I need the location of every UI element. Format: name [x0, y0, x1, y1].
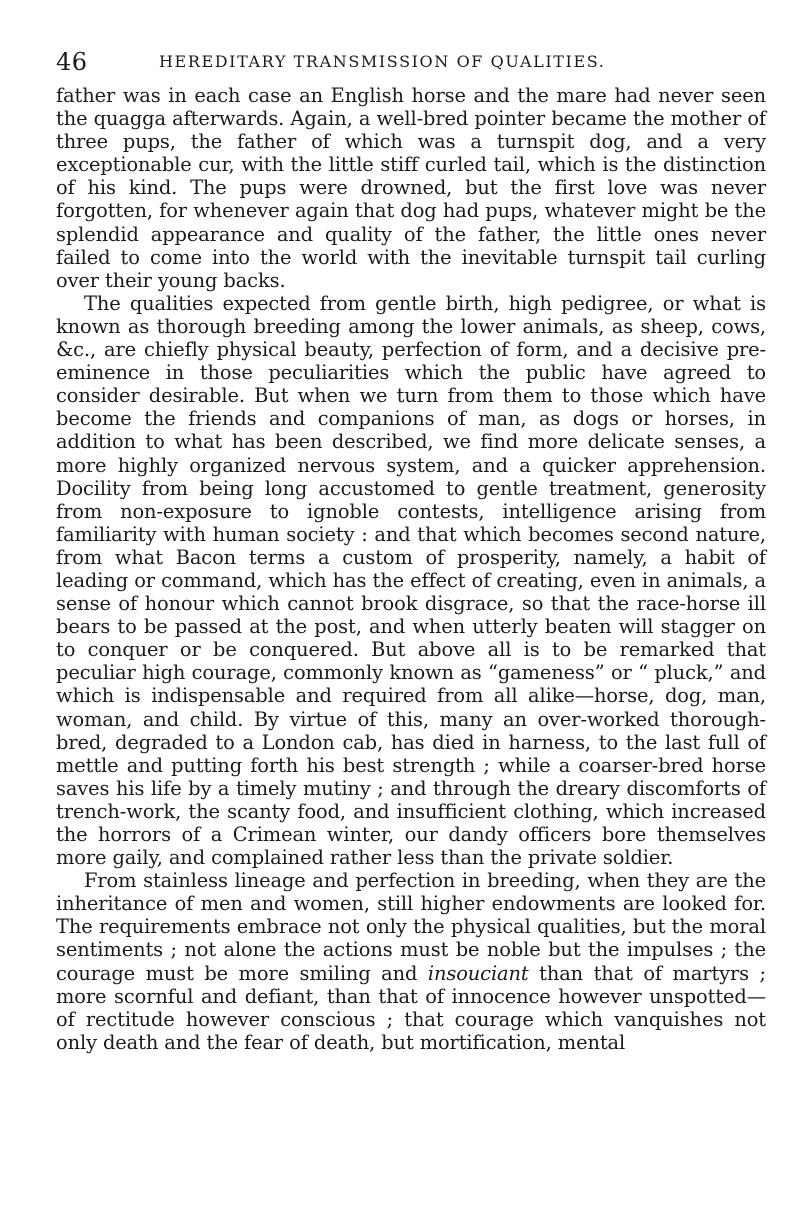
paragraph-lineage — [56, 869, 766, 1054]
running-head — [56, 44, 766, 78]
page-number: 46 — [56, 48, 88, 76]
book-page — [56, 44, 766, 1054]
running-title: HEREDITARY TRANSMISSION OF QUALITIES. — [159, 52, 606, 71]
italic-word: insouciant — [427, 961, 529, 985]
paragraph-lineage-text-b: than that of martyrs ; more scornful and defiant, than that of innocence however unspotted—of rectitude however conscious ; that courage which vanquishes not only death and the fear of death, but mortification, mental — [56, 961, 766, 1054]
paragraph-lineage-text-a: From stainless lineage and perfection in breeding, when they are the inheritance of men and women, still higher endowments are looked for. The requirements embrace not only the physical qualities, but the moral sentiments ; not alone the actions must be noble but the impulses ; the courage must be more smiling and — [56, 869, 766, 985]
paragraph-continued: father was in each case an English horse and the mare had never seen the quagga afterwards. Again, a well-bred pointer became the mother of three pups, the father of which was a turnspit dog, and a very exceptionable cur, with the little stiff curled tail, which is the distinction of his kind. The pups were drowned, but the first love was never forgotten, for whenever again that dog had pups, whatever might be the splendid appearance and quality of the father, the little ones never failed to come into the world with the inevitable turnspit tail curling over their young backs. — [56, 84, 766, 292]
body-text — [56, 84, 766, 1054]
paragraph-qualities: The qualities expected from gentle birth, high pedigree, or what is known as thorough breeding among the lower animals, as sheep, cows, &c., are chiefly physical beauty, perfection of form, and a decisive pre-eminence in those peculiarities which the public have agreed to consider desirable. But when we turn from them to those which have become the friends and companions of man, as dogs or horses, in addition to what has been described, we find more delicate senses, a more highly organized nervous system, and a quicker apprehension. Docility from being long accustomed to gentle treatment, generosity from non-exposure to ignoble contests, intelligence arising from familiarity with human society : and that which becomes second nature, from what Bacon terms a custom of prosperity, namely, a habit of leading or command, which has the effect of creating, even in animals, a sense of honour which cannot brook disgrace, so that the race-horse ill bears to be passed at the post, and when utterly beaten will stagger on to conquer or be conquered. But above all is to be remarked that peculiar high courage, commonly known as “gameness” or “ pluck,” and which is indispensable and required from all alike—horse, dog, man, woman, and child. By virtue of this, many an over-worked thorough-bred, degraded to a London cab, has died in harness, to the last full of mettle and putting forth his best strength ; while a coarser-bred horse saves his life by a timely mutiny ; and through the dreary discomforts of trench-work, the scanty food, and insufficient clothing, which increased the horrors of a Crimean winter, our dandy officers bore themselves more gaily, and complained rather less than the private soldier. — [56, 291, 766, 870]
